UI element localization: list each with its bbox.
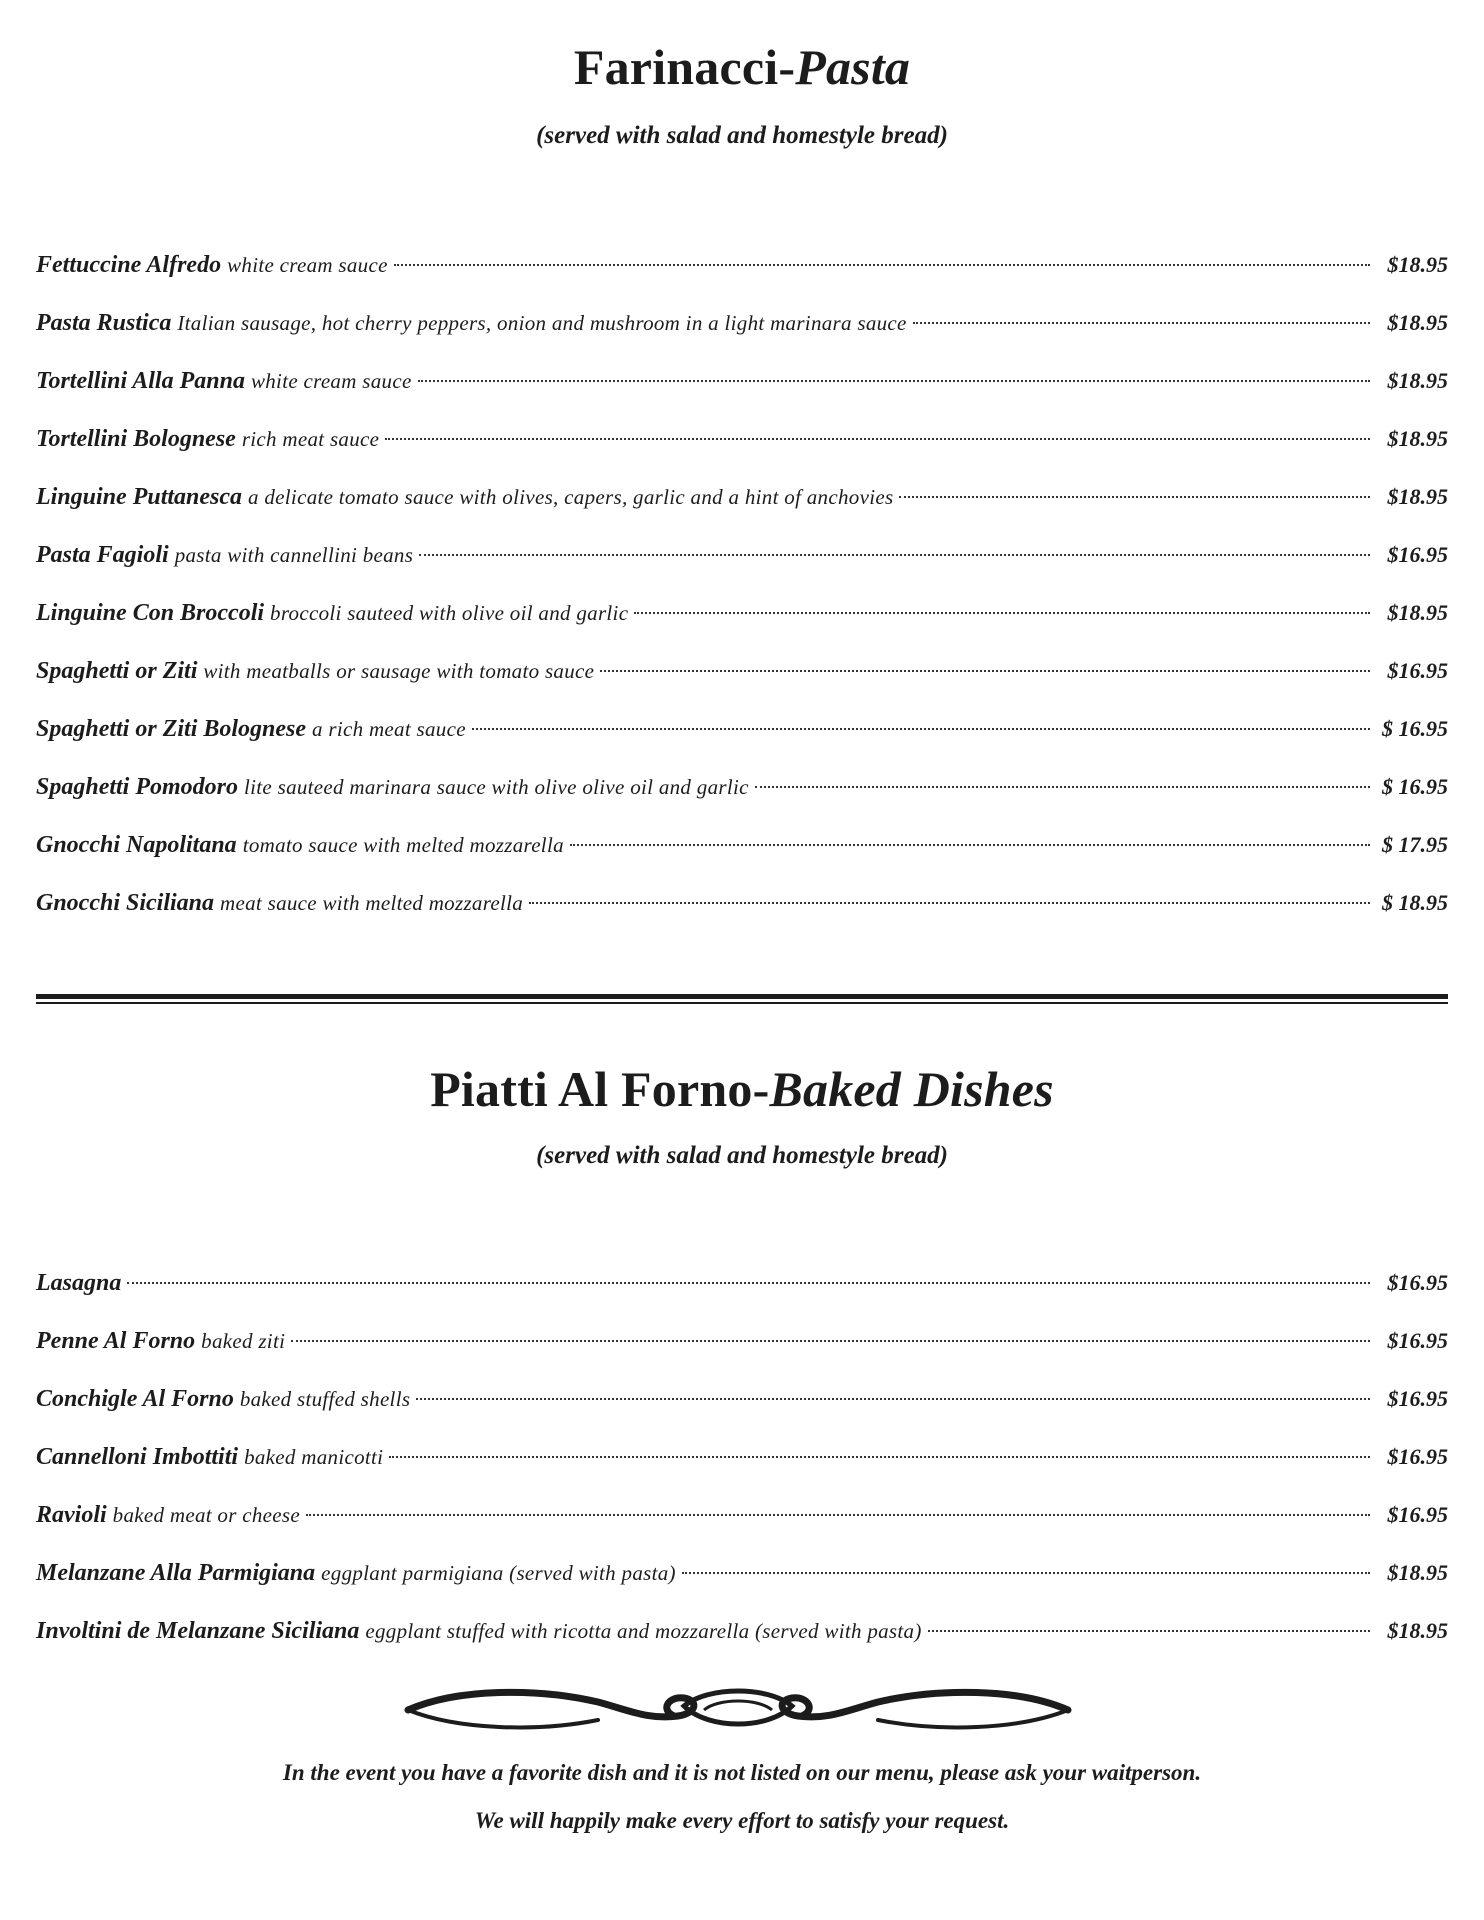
menu-item bbox=[36, 236, 1448, 294]
menu-item-description: meat sauce with melted mozzarella bbox=[220, 891, 524, 915]
menu-item-name: Pasta Rustica bbox=[36, 310, 172, 336]
menu-item bbox=[36, 1602, 1448, 1660]
menu-item-price: $18.95 bbox=[1387, 600, 1448, 625]
menu-item bbox=[36, 816, 1448, 874]
dot-leader bbox=[418, 380, 1370, 382]
menu-item bbox=[36, 584, 1448, 642]
dot-leader bbox=[529, 902, 1370, 904]
menu-item-price: $ 17.95 bbox=[1382, 832, 1448, 857]
menu-item-price: $ 16.95 bbox=[1382, 774, 1448, 799]
menu-item-description: baked ziti bbox=[201, 1329, 286, 1353]
baked-section-title bbox=[0, 1060, 1484, 1118]
menu-item bbox=[36, 294, 1448, 352]
menu-item bbox=[36, 758, 1448, 816]
dot-leader bbox=[394, 264, 1370, 266]
menu-item-price: $18.95 bbox=[1387, 426, 1448, 451]
menu-item bbox=[36, 1254, 1448, 1312]
pasta-title-italic: Pasta bbox=[795, 39, 911, 95]
menu-item bbox=[36, 1486, 1448, 1544]
menu-item bbox=[36, 410, 1448, 468]
section-divider bbox=[36, 994, 1448, 1004]
menu-item-description: tomato sauce with melted mozzarella bbox=[242, 833, 564, 857]
menu-item-price: $16.95 bbox=[1387, 658, 1448, 683]
menu-item-description: eggplant parmigiana (served with pasta) bbox=[321, 1561, 676, 1585]
pasta-section-subtitle: (served with salad and homestyle bread) bbox=[536, 122, 948, 149]
menu-item bbox=[36, 468, 1448, 526]
pasta-title-main: Farinacci- bbox=[573, 39, 796, 95]
menu-item-name: Penne Al Forno bbox=[36, 1328, 196, 1354]
menu-item-price: $16.95 bbox=[1387, 1386, 1448, 1411]
menu-item-description: with meatballs or sausage with tomato sauce bbox=[203, 659, 595, 683]
menu-item-price: $18.95 bbox=[1387, 1618, 1448, 1643]
menu-item-price: $18.95 bbox=[1387, 1560, 1448, 1585]
menu-item-description: a rich meat sauce bbox=[312, 717, 466, 741]
menu-item-name: Gnocchi Napolitana bbox=[36, 832, 237, 858]
baked-section-subtitle: (served with salad and homestyle bread) bbox=[536, 1142, 948, 1169]
dot-leader bbox=[472, 728, 1370, 730]
menu-item-description: Italian sausage, hot cherry peppers, onion and mushroom in a light marinara sauce bbox=[177, 311, 907, 335]
footer-line-1: In the event you have a favorite dish and it is not listed on our menu, please ask your waitperson. bbox=[282, 1760, 1202, 1785]
menu-item-price: $16.95 bbox=[1387, 1270, 1448, 1295]
menu-item-name: Melanzane Alla Parmigiana bbox=[36, 1560, 316, 1586]
menu-item-description: baked meat or cheese bbox=[112, 1503, 301, 1527]
menu-item-description: baked stuffed shells bbox=[239, 1387, 411, 1411]
menu-item-name: Tortellini Alla Panna bbox=[36, 368, 245, 394]
menu-item bbox=[36, 700, 1448, 758]
menu-item bbox=[36, 526, 1448, 584]
dot-leader bbox=[682, 1572, 1370, 1574]
menu-item-name: Gnocchi Siciliana bbox=[36, 890, 215, 916]
menu-item-price: $18.95 bbox=[1387, 252, 1448, 277]
dot-leader bbox=[755, 786, 1370, 788]
dot-leader bbox=[928, 1630, 1370, 1632]
pasta-menu-list bbox=[36, 236, 1448, 932]
dot-leader bbox=[127, 1282, 1370, 1284]
baked-title-main: Piatti Al Forno- bbox=[430, 1061, 770, 1117]
dot-leader bbox=[389, 1456, 1370, 1458]
menu-item-price: $16.95 bbox=[1387, 1444, 1448, 1469]
footer-line-2: We will happily make every effort to satisfy your request. bbox=[474, 1808, 1010, 1833]
menu-item bbox=[36, 1312, 1448, 1370]
dot-leader bbox=[306, 1514, 1370, 1516]
dot-leader bbox=[600, 670, 1370, 672]
menu-item-price: $ 18.95 bbox=[1382, 890, 1448, 915]
dot-leader bbox=[416, 1398, 1370, 1400]
dot-leader bbox=[385, 438, 1370, 440]
menu-item-name: Spaghetti or Ziti Bolognese bbox=[36, 716, 307, 742]
menu-item-name: Involtini de Melanzane Siciliana bbox=[36, 1618, 360, 1644]
menu-item-name: Cannelloni Imbottiti bbox=[36, 1444, 239, 1470]
menu-item-description: rich meat sauce bbox=[241, 427, 380, 451]
menu-item-name: Conchigle Al Forno bbox=[36, 1386, 234, 1412]
menu-item-price: $16.95 bbox=[1387, 1502, 1448, 1527]
menu-item bbox=[36, 352, 1448, 410]
menu-item-description: white cream sauce bbox=[227, 253, 388, 277]
menu-item bbox=[36, 874, 1448, 932]
dot-leader bbox=[899, 496, 1370, 498]
dot-leader bbox=[419, 554, 1370, 556]
baked-title-italic: Baked Dishes bbox=[769, 1061, 1054, 1117]
menu-item-description: baked manicotti bbox=[244, 1445, 384, 1469]
menu-item-price: $18.95 bbox=[1387, 310, 1448, 335]
menu-item-name: Ravioli bbox=[36, 1502, 107, 1528]
menu-item-name: Lasagna bbox=[36, 1270, 122, 1296]
dot-leader bbox=[913, 322, 1370, 324]
menu-item-description: white cream sauce bbox=[250, 369, 412, 393]
dot-leader bbox=[570, 844, 1370, 846]
pasta-section-title bbox=[0, 38, 1484, 96]
baked-menu-list bbox=[36, 1254, 1448, 1660]
menu-item-name: Pasta Fagioli bbox=[36, 542, 169, 568]
menu-item-price: $18.95 bbox=[1387, 484, 1448, 509]
menu-item bbox=[36, 642, 1448, 700]
menu-item-name: Linguine Puttanesca bbox=[36, 484, 243, 510]
menu-item-name: Linguine Con Broccoli bbox=[36, 600, 265, 626]
menu-item-description: lite sauteed marinara sauce with olive olive oil and garlic bbox=[244, 775, 749, 799]
menu-item-price: $18.95 bbox=[1387, 368, 1448, 393]
menu-item-description: a delicate tomato sauce with olives, capers, garlic and a hint of anchovies bbox=[248, 485, 894, 509]
menu-item-name: Spaghetti Pomodoro bbox=[36, 774, 239, 800]
menu-item-price: $16.95 bbox=[1387, 542, 1448, 567]
dot-leader bbox=[634, 612, 1370, 614]
menu-item-description: eggplant stuffed with ricotta and mozzarella (served with pasta) bbox=[365, 1619, 922, 1643]
menu-item-price: $ 16.95 bbox=[1382, 716, 1448, 741]
menu-item-description: broccoli sauteed with olive oil and garlic bbox=[270, 601, 629, 625]
scroll-flourish-icon bbox=[398, 1680, 1078, 1740]
menu-item bbox=[36, 1370, 1448, 1428]
menu-item bbox=[36, 1544, 1448, 1602]
menu-item-name: Spaghetti or Ziti bbox=[36, 658, 198, 684]
menu-item-name: Fettuccine Alfredo bbox=[36, 252, 222, 278]
menu-item-price: $16.95 bbox=[1387, 1328, 1448, 1353]
menu-item-description: pasta with cannellini beans bbox=[174, 543, 414, 567]
dot-leader bbox=[291, 1340, 1370, 1342]
menu-item bbox=[36, 1428, 1448, 1486]
menu-item-name: Tortellini Bolognese bbox=[36, 426, 236, 452]
